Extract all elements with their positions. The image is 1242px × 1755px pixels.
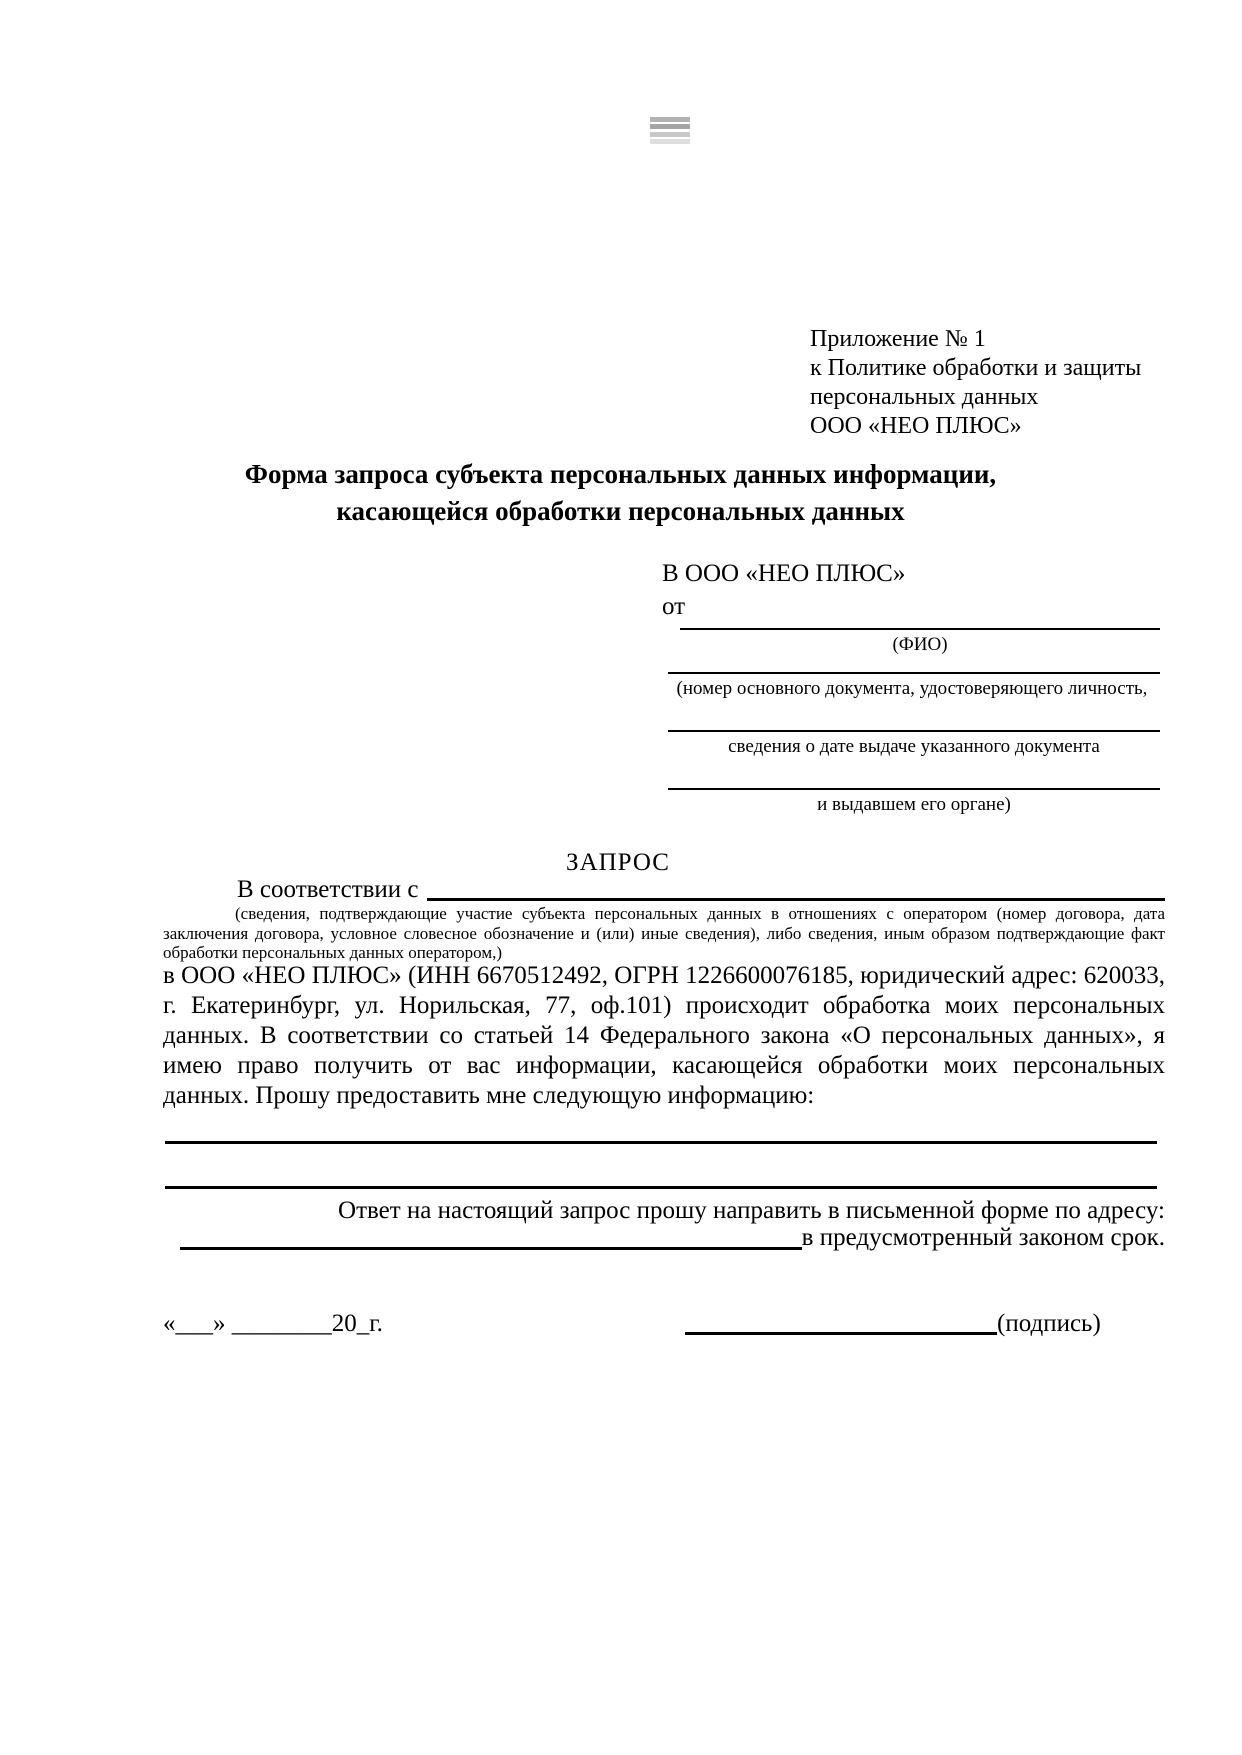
request-heading: ЗАПРОС — [566, 849, 670, 876]
answer-tail-text: в предусмотренный законом срок. — [801, 1224, 1165, 1251]
document-logo-icon — [650, 117, 690, 144]
accordance-prefix: В соответствии с — [237, 876, 419, 903]
doc-issue-date-fill-line[interactable] — [668, 730, 1160, 732]
fio-fill-line[interactable] — [680, 628, 1160, 630]
signature-fill-line[interactable] — [685, 1332, 997, 1335]
fio-caption: (ФИО) — [892, 634, 948, 655]
doc-issuer-caption: и выдавшем его органе) — [817, 794, 1011, 815]
appendix-header-line: ООО «НЕО ПЛЮС» — [810, 413, 1022, 439]
form-title — [163, 456, 1078, 530]
request-body-paragraph: в ООО «НЕО ПЛЮС» (ИНН 6670512492, ОГРН 1226600076185, юридический адрес: 620033, г. Екатеринбург, ул. Норильская, 77, оф.101) происходит обработка моих персональных данных. В соответствии со статьей 14 Федерального закона «О персональных данных», я имею право получить от вас информации, касающейся обработки моих персональных данных. Прошу предоставить мне следующую информацию: — [163, 962, 1165, 1109]
accordance-footnote: (сведения, подтверждающие участие субъекта персональных данных в отношениях с оператором (номер договора, дата заключения договора, условное словесное обозначение и (или) иные сведения), либо сведения, иным образом подтверждающие факт обработки персональных данных оператором,) — [163, 904, 1165, 962]
answer-instruction: Ответ на настоящий запрос прошу направить в письменной форме по адресу: — [338, 1197, 1165, 1224]
signature-caption: (подпись) — [997, 1310, 1101, 1337]
doc-number-caption: (номер основного документа, удостоверяющего личность, — [676, 678, 1148, 699]
date-blank-line[interactable]: «___» ________20_г. — [163, 1310, 383, 1337]
addressee-to: В ООО «НЕО ПЛЮС» — [662, 560, 906, 587]
accordance-fill-line[interactable] — [427, 898, 1165, 901]
form-title-line2: касающейся обработки персональных данных — [336, 496, 905, 526]
requested-info-fill-line-2[interactable] — [165, 1186, 1157, 1189]
addressee-from-label: от — [662, 593, 686, 620]
appendix-header-line: Приложение № 1 — [810, 326, 986, 352]
doc-issue-date-caption: сведения о дате выдаче указанного документа — [728, 736, 1100, 757]
accordance-line — [163, 876, 1165, 904]
appendix-header-block — [810, 325, 1141, 441]
appendix-header-line: персональных данных — [810, 384, 1039, 410]
answer-address-line — [163, 1224, 1165, 1252]
doc-issuer-fill-line[interactable] — [668, 788, 1160, 790]
signature-block — [685, 1310, 1101, 1338]
doc-number-fill-line[interactable] — [668, 672, 1160, 674]
form-title-line1: Форма запроса субъекта персональных данных информации, — [244, 459, 997, 489]
answer-address-fill-line[interactable] — [180, 1247, 802, 1250]
requested-info-fill-line-1[interactable] — [165, 1141, 1157, 1144]
appendix-header-line: к Политике обработки и защиты — [810, 355, 1142, 381]
